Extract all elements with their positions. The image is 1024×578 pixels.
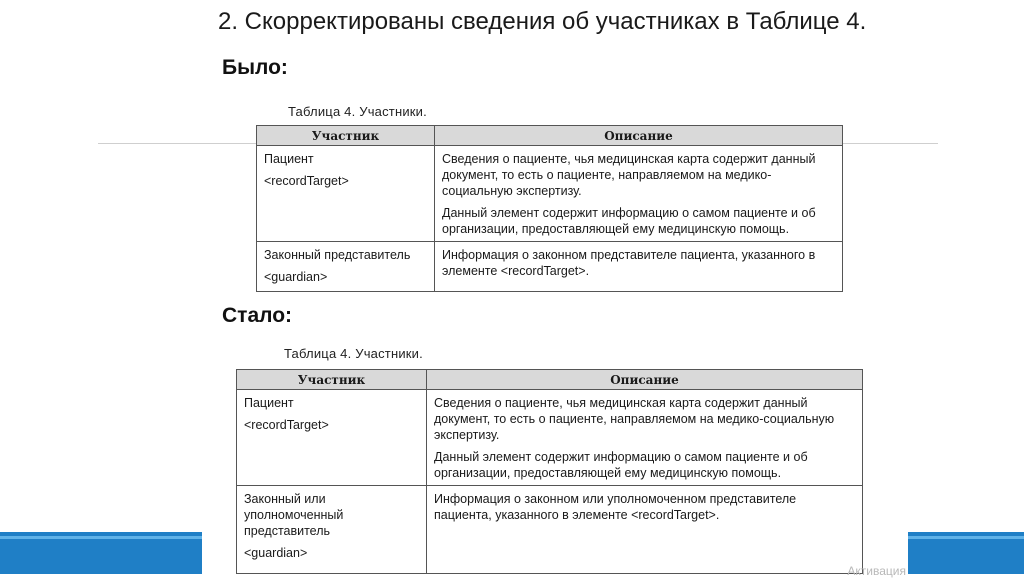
participant-tag: <guardian> (264, 270, 328, 284)
participant-tag: <recordTarget> (244, 418, 329, 432)
description-paragraph: Данный элемент содержит информацию о самом пациенте и об организации, предоставляющей ему медицинскую помощь. (442, 206, 816, 236)
participant-name: Пациент (244, 396, 294, 410)
description-paragraph: Данный элемент содержит информацию о самом пациенте и об организации, предоставляющей ему медицинскую помощь. (434, 450, 808, 480)
before-label: Было: (222, 56, 288, 79)
participant-cell (237, 390, 427, 486)
column-header-participant: Участник (237, 370, 427, 390)
column-header-description: Описание (435, 126, 843, 146)
table-header-row (257, 126, 843, 146)
description-paragraph: Сведения о пациенте, чья медицинская карта содержит данный документ, то есть о пациенте, направляемом на медико-социальную экспертизу. (442, 152, 816, 198)
participant-cell (257, 146, 435, 242)
table-row (257, 146, 843, 242)
participant-cell (257, 242, 435, 292)
description-paragraph: Информация о законном или уполномоченном представителе пациента, указанного в элементе <recordTarget>. (434, 492, 797, 522)
description-cell (435, 146, 843, 242)
column-header-participant: Участник (257, 126, 435, 146)
footer-bar-left (0, 532, 202, 574)
description-cell (435, 242, 843, 292)
footer-bar-right (908, 532, 1024, 574)
description-cell (427, 390, 863, 486)
after-table (236, 369, 863, 574)
after-label: Стало: (222, 304, 293, 327)
table-row (237, 486, 863, 574)
participant-name: Пациент (264, 152, 314, 166)
table-row (257, 242, 843, 292)
participant-tag: <recordTarget> (264, 174, 349, 188)
description-paragraph: Сведения о пациенте, чья медицинская карта содержит данный документ, то есть о пациенте, направляемом на медико-социальную экспертизу. (434, 396, 835, 442)
description-paragraph: Информация о законном представителе пациента, указанного в элементе <recordTarget>. (442, 248, 816, 278)
participant-name: Законный представитель (264, 248, 411, 262)
description-cell (427, 486, 863, 574)
table-header-row (237, 370, 863, 390)
participant-name: Законный или уполномоченный представитель (244, 492, 344, 538)
before-table (256, 125, 843, 292)
participant-cell (237, 486, 427, 574)
slide-title: 2. Скорректированы сведения об участниках в Таблице 4. (218, 8, 867, 35)
divider-line-right (842, 143, 938, 144)
after-table-caption: Таблица 4. Участники. (284, 346, 423, 361)
activation-watermark: Активация (847, 564, 906, 578)
divider-line-left (98, 143, 258, 144)
participant-tag: <guardian> (244, 546, 308, 560)
column-header-description: Описание (427, 370, 863, 390)
before-table-caption: Таблица 4. Участники. (288, 104, 427, 119)
table-row (237, 390, 863, 486)
